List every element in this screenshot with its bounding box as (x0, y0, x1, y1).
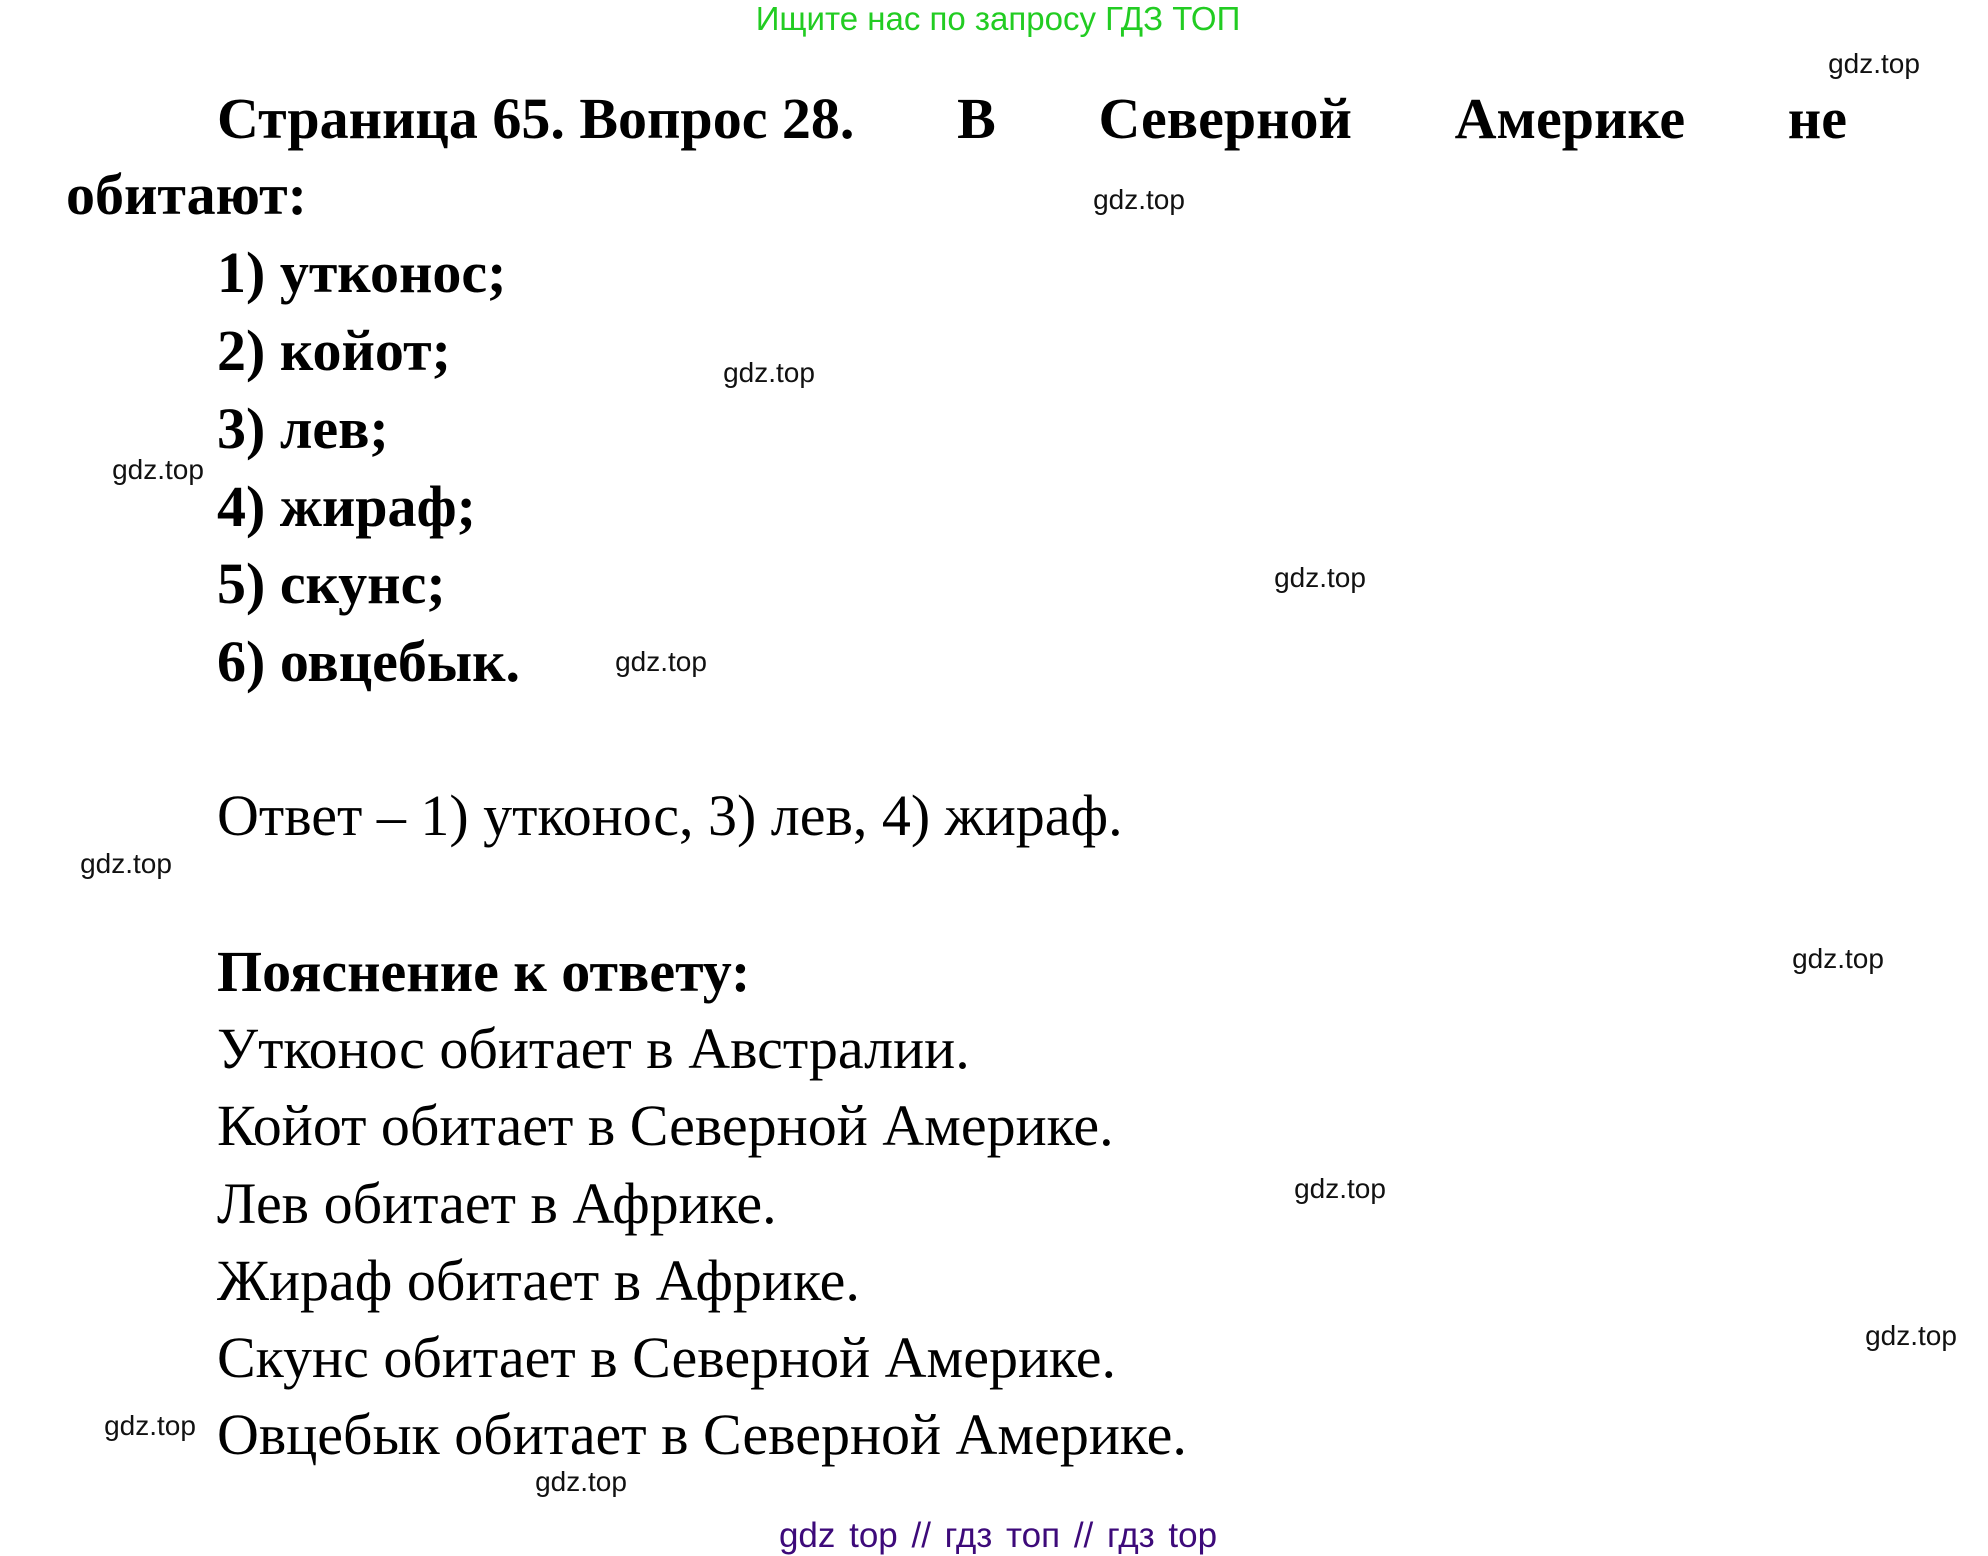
explanation-heading: Пояснение к ответу: (217, 939, 751, 1004)
answer-text: Ответ – 1) утконос, 3) лев, 4) жираф. (217, 783, 1123, 848)
watermark: gdz.top (615, 646, 707, 677)
title-word: не (1787, 86, 1847, 151)
search-hint-banner: Ищите нас по запросу ГДЗ ТОП (755, 0, 1241, 37)
watermark: gdz.top (80, 848, 172, 879)
question-title-continuation: обитают: (66, 162, 307, 227)
watermark: gdz.top (1274, 562, 1366, 593)
watermark: gdz.top (1792, 943, 1884, 974)
title-word: Америке (1454, 86, 1686, 151)
footer-links: gdz top // гдз топ // гдз top (778, 1516, 1218, 1555)
watermark: gdz.top (1093, 184, 1185, 215)
title-word: Страница 65. Вопрос 28. (217, 86, 855, 151)
option-5: 5) скунс; (217, 551, 446, 616)
watermark: gdz.top (1294, 1173, 1386, 1204)
question-title (217, 86, 1847, 152)
option-3: 3) лев; (217, 396, 389, 461)
watermark: gdz.top (112, 454, 204, 485)
explanation-line: Жираф обитает в Африке. (217, 1248, 860, 1313)
explanation-line: Лев обитает в Африке. (217, 1171, 777, 1236)
watermark: gdz.top (104, 1410, 196, 1441)
option-6: 6) овцебык. (217, 629, 521, 694)
watermark: gdz.top (535, 1466, 627, 1497)
option-1: 1) утконос; (217, 240, 507, 305)
title-word: Северной (1098, 86, 1352, 151)
option-2: 2) койот; (217, 318, 451, 383)
explanation-line: Скунс обитает в Северной Америке. (217, 1325, 1116, 1390)
explanation-line: Утконос обитает в Австралии. (217, 1016, 970, 1081)
option-4: 4) жираф; (217, 474, 476, 539)
watermark: gdz.top (1828, 48, 1920, 79)
title-word: В (957, 86, 996, 151)
watermark: gdz.top (1865, 1320, 1957, 1351)
watermark: gdz.top (723, 357, 815, 388)
explanation-line: Овцебык обитает в Северной Америке. (217, 1402, 1187, 1467)
explanation-line: Койот обитает в Северной Америке. (217, 1093, 1114, 1158)
